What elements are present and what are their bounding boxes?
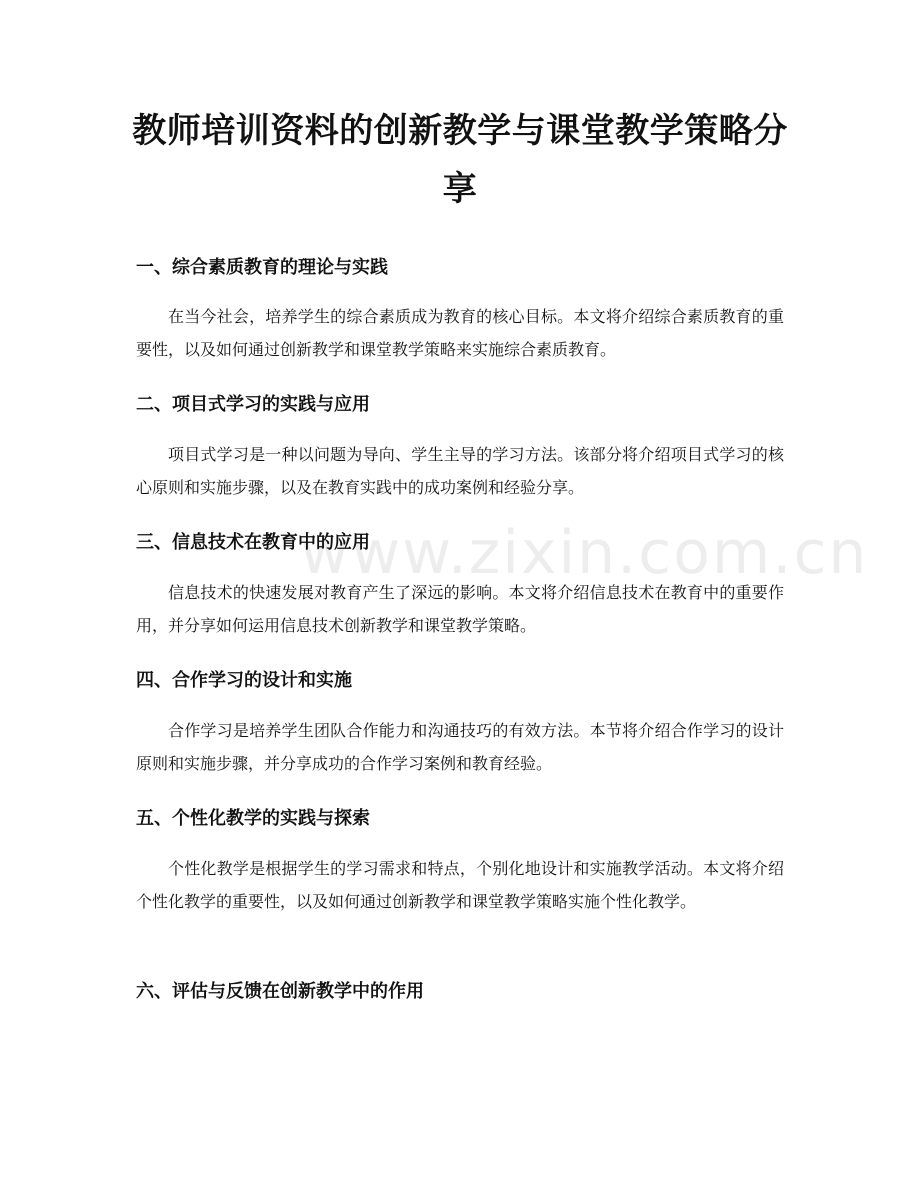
section-heading-1: 一、综合素质教育的理论与实践 bbox=[136, 257, 388, 278]
section-body-2: 项目式学习是一种以问题为导向、学生主导的学习方法。该部分将介绍项目式学习的核心原则和实施步骤，以及在教育实践中的成功案例和经验分享。 bbox=[136, 445, 784, 497]
section-body-5: 个性化教学是根据学生的学习需求和特点，个别化地设计和实施教学活动。本文将介绍个性化教学的重要性，以及如何通过创新教学和课堂教学策略实施个性化教学。 bbox=[136, 859, 784, 911]
section-body-1: 在当今社会，培养学生的综合素质成为教育的核心目标。本文将介绍综合素质教育的重要性，以及如何通过创新教学和课堂教学策略来实施综合素质教育。 bbox=[136, 307, 784, 359]
watermark: www.zixin.com.cn bbox=[300, 518, 869, 588]
section-heading-2: 二、项目式学习的实践与应用 bbox=[136, 394, 370, 415]
document-title: 教师培训资料的创新教学与课堂教学策略分享 bbox=[132, 111, 788, 209]
section-heading-5: 五、个性化教学的实践与探索 bbox=[136, 808, 370, 829]
section-heading-6: 六、评估与反馈在创新教学中的作用 bbox=[136, 981, 424, 1002]
section-heading-3: 三、信息技术在教育中的应用 bbox=[136, 532, 370, 553]
section-heading-4: 四、合作学习的设计和实施 bbox=[136, 670, 352, 691]
section-body-4: 合作学习是培养学生团队合作能力和沟通技巧的有效方法。本节将介绍合作学习的设计原则和实施步骤，并分享成功的合作学习案例和教育经验。 bbox=[136, 721, 784, 773]
section-body-3: 信息技术的快速发展对教育产生了深远的影响。本文将介绍信息技术在教育中的重要作用，并分享如何运用信息技术创新教学和课堂教学策略。 bbox=[136, 583, 784, 635]
